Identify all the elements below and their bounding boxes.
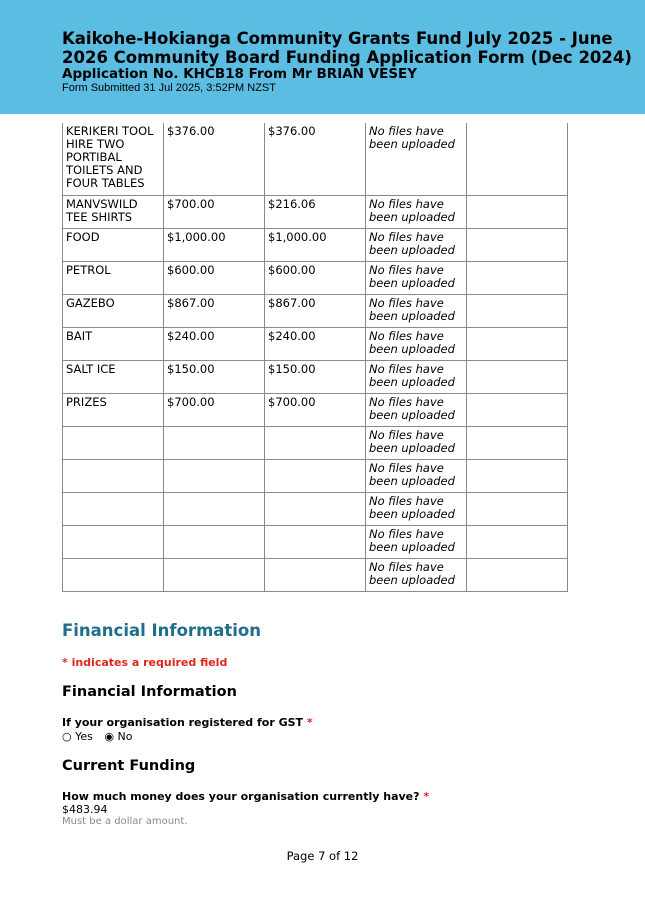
table-row [63, 327, 568, 360]
files-cell: No files have been uploaded [366, 360, 467, 393]
empty-cell [467, 426, 568, 459]
funding-question-label [62, 790, 429, 803]
item-cell: PETROL [63, 261, 164, 294]
financial-subheading: Financial Information [62, 684, 237, 700]
gst-option-no-label: No [117, 730, 133, 743]
current-funding-subheading: Current Funding [62, 758, 196, 774]
financial-section-title: Financial Information [62, 621, 262, 640]
empty-cell [467, 228, 568, 261]
files-cell: No files have been uploaded [366, 123, 467, 195]
files-cell: No files have been uploaded [366, 327, 467, 360]
item-cell [63, 558, 164, 591]
amount-cell: $600.00 [164, 261, 265, 294]
amount-cell: $700.00 [164, 195, 265, 228]
files-cell: No files have been uploaded [366, 195, 467, 228]
amount-cell [164, 426, 265, 459]
empty-cell [467, 558, 568, 591]
files-cell: No files have been uploaded [366, 426, 467, 459]
item-cell: MANVSWILD TEE SHIRTS [63, 195, 164, 228]
requested-amount-cell: $150.00 [265, 360, 366, 393]
amount-cell [164, 459, 265, 492]
empty-cell [467, 492, 568, 525]
files-cell: No files have been uploaded [366, 393, 467, 426]
table-row [63, 525, 568, 558]
files-cell: No files have been uploaded [366, 459, 467, 492]
form-title: Kaikohe-Hokianga Community Grants Fund July 2025 - June 2026 Community Board Funding Application Form (Dec 2024) [62, 29, 632, 67]
submitted-timestamp: Form Submitted 31 Jul 2025, 3:52PM NZST [62, 82, 276, 94]
requested-amount-cell: $867.00 [265, 294, 366, 327]
requested-amount-cell: $240.00 [265, 327, 366, 360]
table-row [63, 123, 568, 195]
item-cell: PRIZES [63, 393, 164, 426]
requested-amount-cell [265, 525, 366, 558]
gst-radio-group [62, 730, 140, 743]
gst-option-yes-label: Yes [75, 730, 93, 743]
table-row [63, 228, 568, 261]
requested-amount-cell: $376.00 [265, 123, 366, 195]
empty-cell [467, 459, 568, 492]
amount-cell: $700.00 [164, 393, 265, 426]
item-cell: BAIT [63, 327, 164, 360]
gst-question-text: If your organisation registered for GST [62, 716, 304, 729]
item-cell [63, 459, 164, 492]
item-cell: FOOD [63, 228, 164, 261]
table-row [63, 459, 568, 492]
gst-option-no[interactable] [104, 730, 132, 743]
files-cell: No files have been uploaded [366, 492, 467, 525]
requested-amount-cell [265, 492, 366, 525]
table-row [63, 492, 568, 525]
empty-cell [467, 261, 568, 294]
files-cell: No files have been uploaded [366, 294, 467, 327]
requested-amount-cell [265, 459, 366, 492]
radio-unchecked-icon: ○ [62, 730, 72, 743]
funding-answer-value: $483.94 [62, 803, 108, 816]
empty-cell [467, 123, 568, 195]
required-field-note: * indicates a required field [62, 656, 228, 669]
empty-cell [467, 360, 568, 393]
item-cell: KERIKERI TOOL HIRE TWO PORTIBAL TOILETS AND FOUR TABLES [63, 123, 164, 195]
table-row [63, 294, 568, 327]
application-number: Application No. KHCB18 From Mr BRIAN VESEY [62, 66, 418, 82]
amount-cell [164, 525, 265, 558]
empty-cell [467, 393, 568, 426]
required-star: * [423, 790, 430, 803]
required-star: * [306, 716, 313, 729]
requested-amount-cell [265, 426, 366, 459]
page-header [0, 0, 645, 114]
radio-checked-icon: ◉ [104, 730, 114, 743]
amount-cell: $150.00 [164, 360, 265, 393]
requested-amount-cell [265, 558, 366, 591]
empty-cell [467, 525, 568, 558]
table-row [63, 360, 568, 393]
page-number: Page 7 of 12 [286, 849, 359, 863]
funding-question-text: How much money does your organisation currently have? [62, 790, 420, 803]
item-cell [63, 426, 164, 459]
budget-items-table [62, 123, 568, 592]
item-cell: SALT ICE [63, 360, 164, 393]
requested-amount-cell: $600.00 [265, 261, 366, 294]
funding-answer-hint: Must be a dollar amount. [62, 816, 188, 827]
files-cell: No files have been uploaded [366, 558, 467, 591]
files-cell: No files have been uploaded [366, 228, 467, 261]
table-row [63, 426, 568, 459]
empty-cell [467, 327, 568, 360]
table-row [63, 558, 568, 591]
requested-amount-cell: $216.06 [265, 195, 366, 228]
item-cell: GAZEBO [63, 294, 164, 327]
item-cell [63, 525, 164, 558]
files-cell: No files have been uploaded [366, 525, 467, 558]
amount-cell: $1,000.00 [164, 228, 265, 261]
amount-cell: $867.00 [164, 294, 265, 327]
item-cell [63, 492, 164, 525]
amount-cell [164, 558, 265, 591]
empty-cell [467, 195, 568, 228]
gst-option-yes[interactable] [62, 730, 93, 743]
requested-amount-cell: $700.00 [265, 393, 366, 426]
amount-cell: $376.00 [164, 123, 265, 195]
amount-cell: $240.00 [164, 327, 265, 360]
amount-cell [164, 492, 265, 525]
files-cell: No files have been uploaded [366, 261, 467, 294]
table-row [63, 393, 568, 426]
gst-question-label [62, 716, 313, 729]
requested-amount-cell: $1,000.00 [265, 228, 366, 261]
table-row [63, 195, 568, 228]
table-row [63, 261, 568, 294]
empty-cell [467, 294, 568, 327]
